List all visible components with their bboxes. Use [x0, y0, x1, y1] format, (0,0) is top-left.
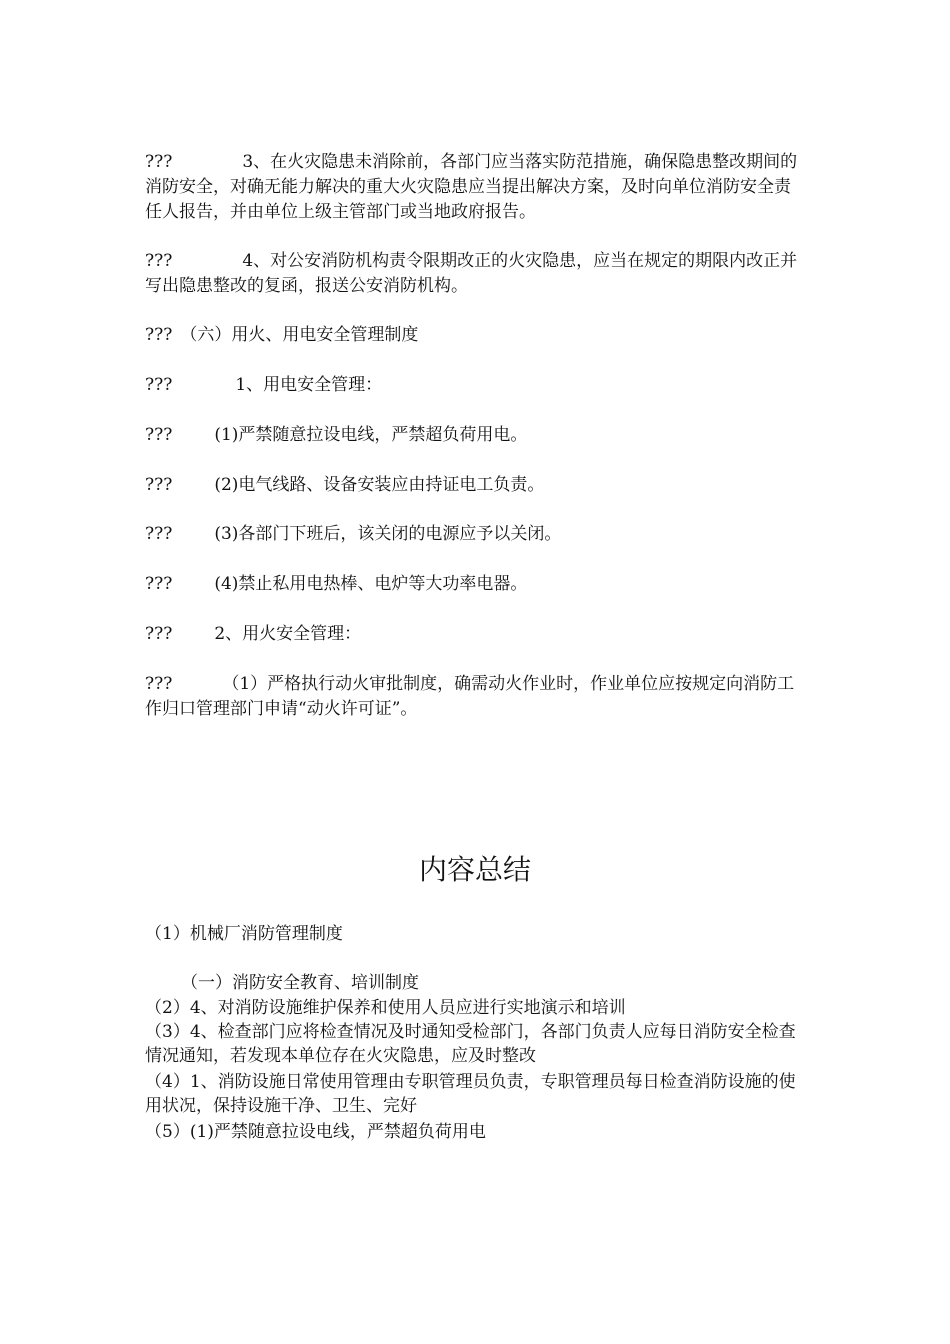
paragraph-text: 2、用火安全管理：	[214, 624, 362, 644]
list-item-electric-4	[145, 572, 805, 597]
paragraph-prefix: ???	[145, 425, 173, 445]
summary-item-5: （5）(1)严禁随意拉设电线，严禁超负荷用电	[145, 1122, 486, 1142]
paragraph-prefix: ???	[145, 674, 173, 694]
paragraph-text: 4、对公安消防机构责令限期改正的火灾隐患，应当在规定的期限内改正并写出隐患整改的复函，报送公安消防机构。	[145, 251, 798, 296]
paragraph-prefix: ???	[145, 624, 173, 644]
list-item-electric-2	[145, 473, 805, 498]
paragraph-prefix: ???	[145, 325, 173, 345]
paragraph-police-rectification	[145, 249, 805, 299]
paragraph-text: (1)严禁随意拉设电线，严禁超负荷用电。	[214, 425, 528, 445]
subheading-electric-safety	[145, 373, 805, 398]
paragraph-prefix: ???	[145, 574, 173, 594]
paragraph-prefix: ???	[145, 475, 173, 495]
paragraph-prefix: ???	[145, 251, 173, 271]
summary-item-3: （3）4、检查部门应将检查情况及时通知受检部门，各部门负责人应每日消防安全检查情况通知，若发现本单位存在火灾隐患，应及时整改	[145, 1022, 796, 1066]
list-item-fire-1	[145, 672, 805, 722]
summary-item-2: （2）4、对消防设施维护保养和使用人员应进行实地演示和培训	[145, 998, 626, 1018]
paragraph-prefix: ???	[145, 524, 173, 544]
paragraph-text: (2)电气线路、设备安装应由持证电工负责。	[214, 475, 545, 495]
paragraph-text: （六）用火、用电安全管理制度	[180, 325, 419, 345]
summary-title: 内容总结	[418, 853, 531, 886]
paragraph-prefix: ???	[145, 375, 173, 395]
paragraph-text: (4)禁止私用电热棒、电炉等大功率电器。	[214, 574, 528, 594]
paragraph-hazard-measures	[145, 150, 805, 225]
list-item-electric-1	[145, 423, 805, 448]
paragraph-text: 3、在火灾隐患未消除前，各部门应当落实防范措施，确保隐患整改期间的消防安全，对确无能力解决的重大火灾隐患应当提出解决方案，及时向单位消防安全责任人报告，并由单位上级主管部门或当地政府报告。	[145, 152, 798, 222]
paragraph-text: (3)各部门下班后，该关闭的电源应予以关闭。	[214, 524, 562, 544]
summary-item-1: （1）机械厂消防管理制度	[145, 924, 343, 944]
paragraph-text: 1、用电安全管理：	[235, 375, 383, 395]
paragraph-text: （1）严格执行动火审批制度，确需动火作业时，作业单位应按规定向消防工作归口管理部门申请“动火许可证”。	[145, 674, 795, 719]
subheading-fire-safety	[145, 622, 805, 647]
summary-item-1-sub: （一）消防安全教育、培训制度	[181, 973, 419, 993]
paragraph-prefix: ???	[145, 152, 173, 172]
list-item-electric-3	[145, 522, 805, 547]
section-heading-fire-electric	[145, 323, 805, 348]
summary-item-4: （4）1、消防设施日常使用管理由专职管理员负责，专职管理员每日检查消防设施的使用状况，保持设施干净、卫生、完好	[145, 1072, 796, 1116]
